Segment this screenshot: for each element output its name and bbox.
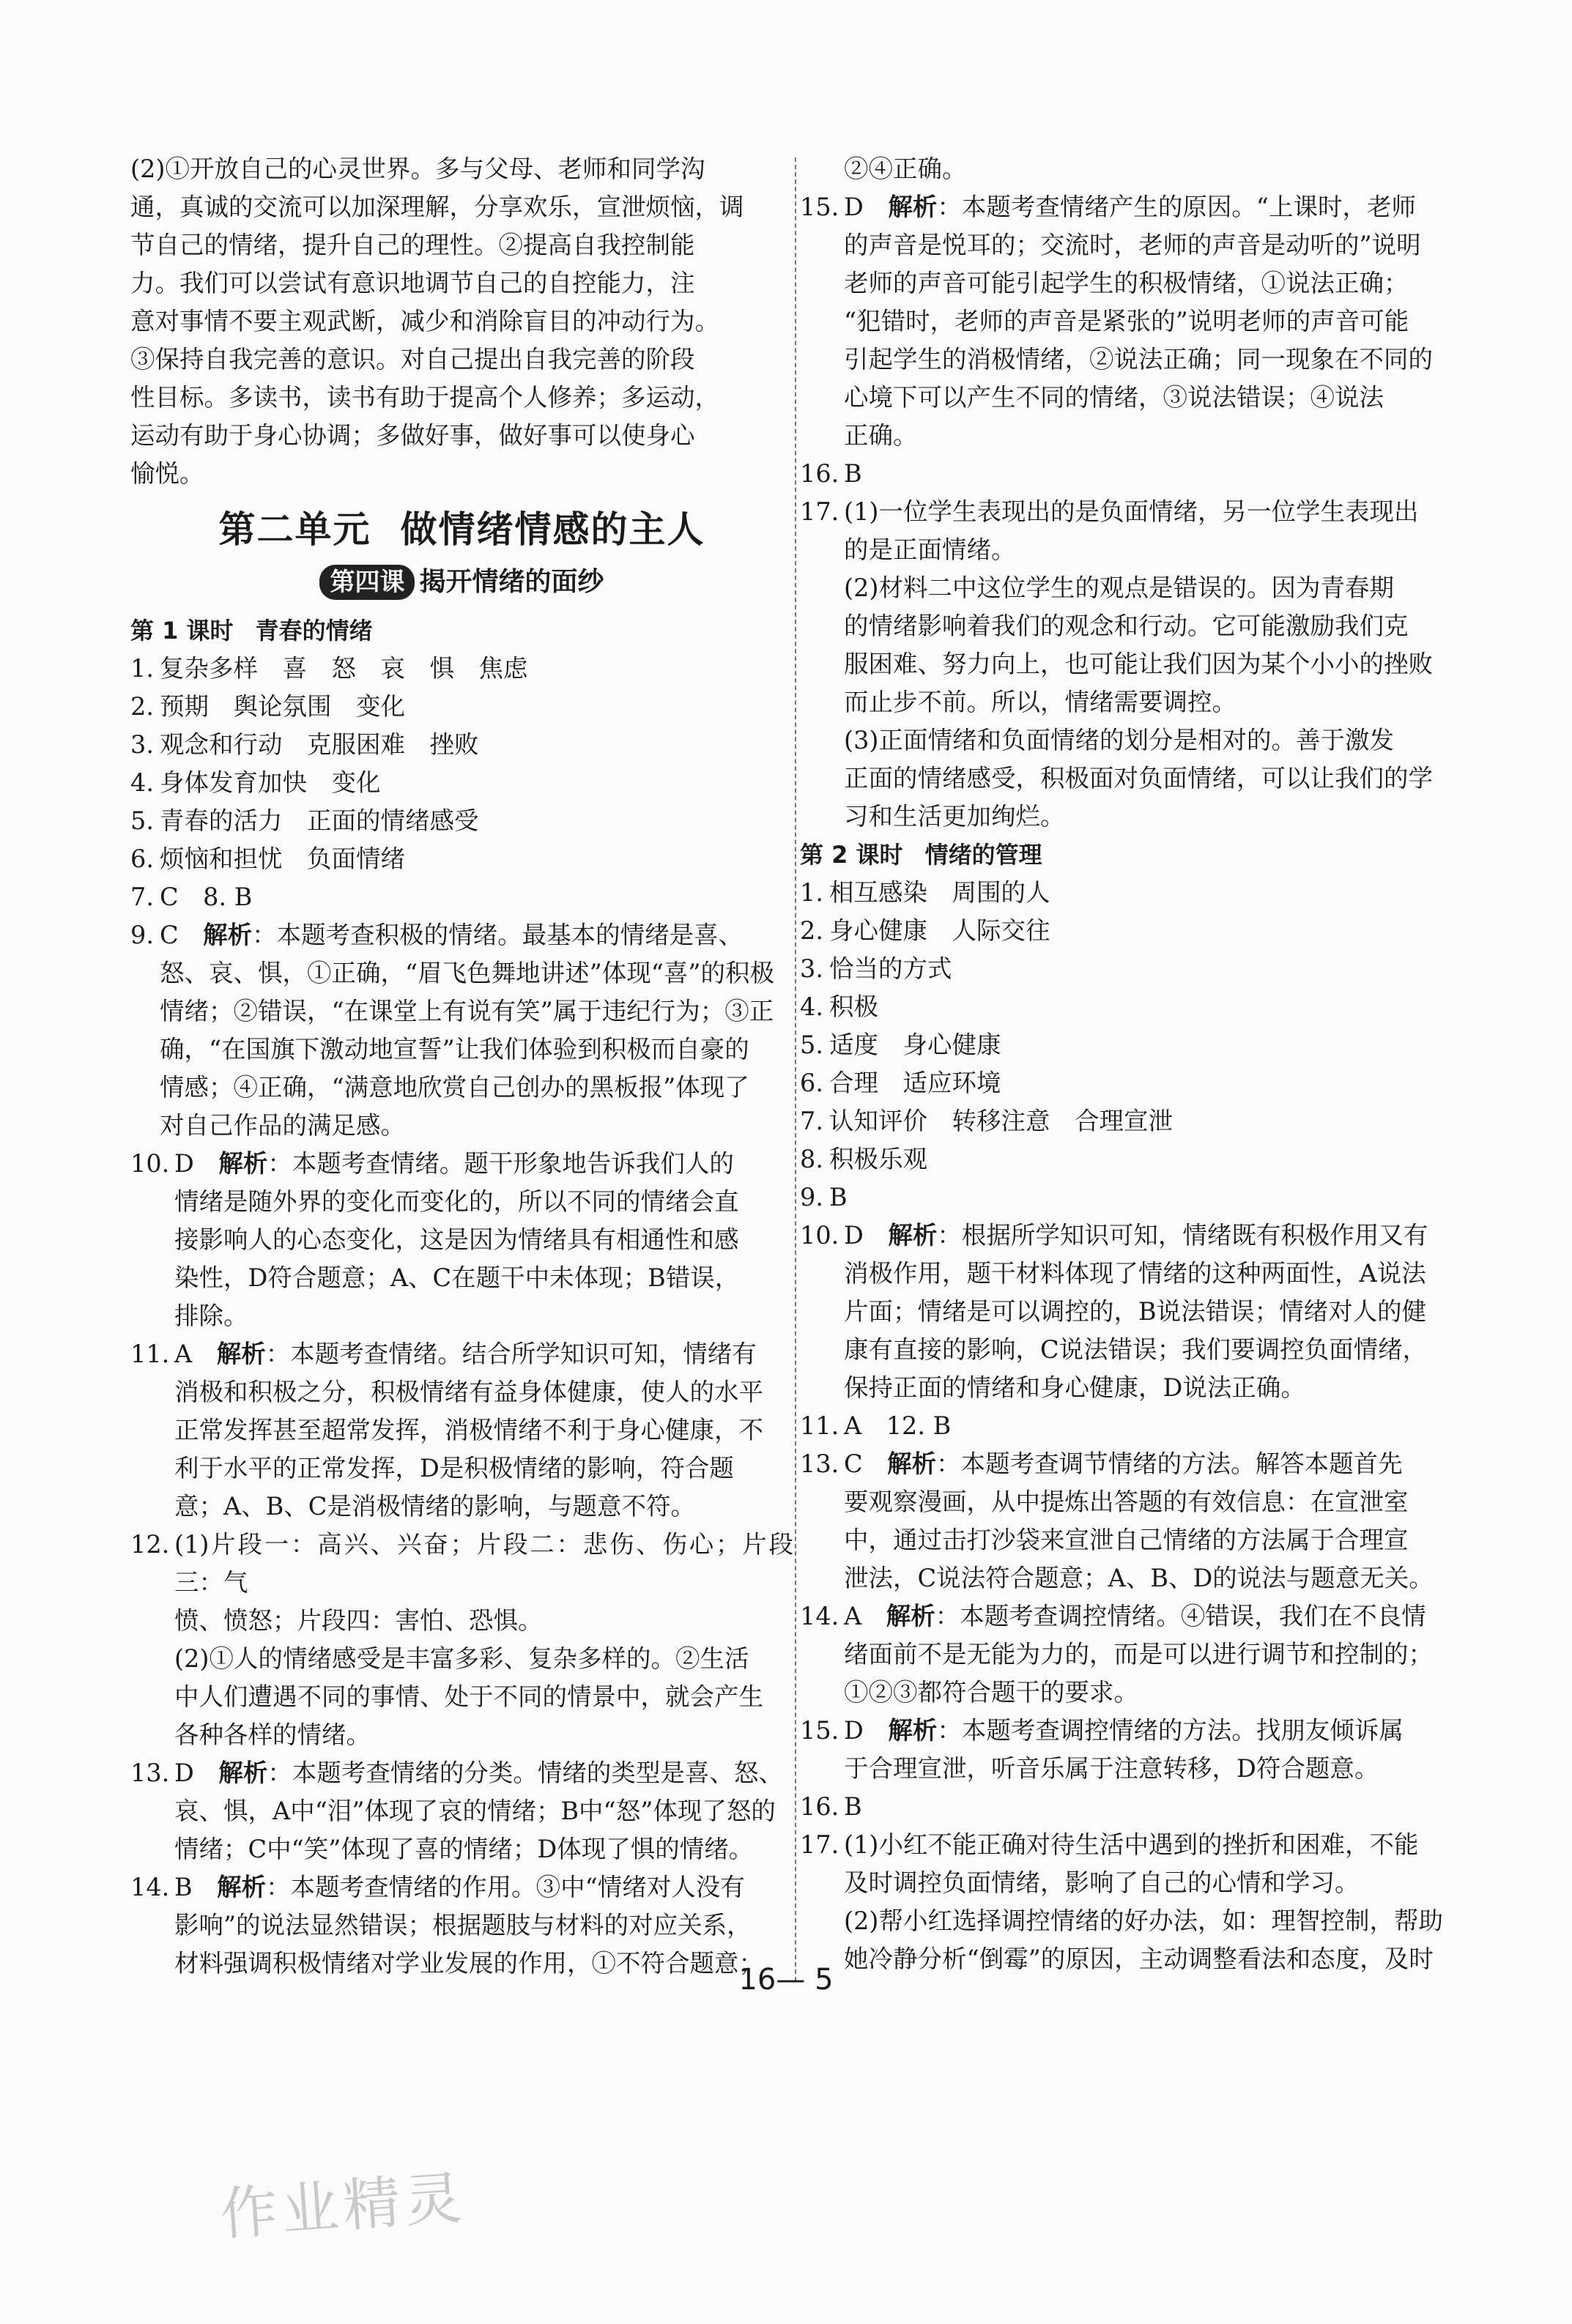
text-span: 2. — [800, 916, 823, 945]
text-span: ：本题考查调控情绪的方法。找朋友倾诉属 — [937, 1716, 1404, 1745]
intro-paragraph — [130, 150, 793, 493]
text-line — [130, 1335, 793, 1373]
text-span: 消极和积极之分，积极情绪有益身体健康，使人的水平 — [174, 1378, 763, 1406]
answer-item — [130, 802, 793, 840]
text-span: 解析 — [217, 1873, 267, 1901]
text-line: 运动有助于身心协调；多做好事，做好事可以使身心 — [130, 421, 695, 450]
answer-item-11 — [130, 1335, 793, 1526]
section-number: 第 1 课时 — [130, 617, 234, 645]
text-span: 心境下可以产生不同的情绪，③说法错误；④说法 — [844, 383, 1384, 412]
text-line: 力。我们可以尝试有意识地调节自己的自控能力，注 — [130, 269, 695, 297]
text-line: 节自己的情绪，提升自己的理性。②提高自我控制能 — [130, 231, 695, 259]
text-span: 排除。 — [174, 1302, 248, 1330]
text-span: 康有直接的影响，C说法错误；我们要调控负面情绪， — [844, 1335, 1428, 1364]
text-span: 染性，D符合题意；A、C在题干中未体现；B错误， — [174, 1263, 740, 1292]
unit-name: 做情绪情感的主人 — [400, 508, 705, 551]
text-span: 9. — [130, 921, 154, 949]
answer-item — [800, 1102, 1475, 1140]
text-span: 积极 — [829, 992, 878, 1021]
text-span: 14. — [800, 1602, 839, 1630]
text-span: 意；A、B、C是消极情绪的影响，与题意不符。 — [174, 1492, 695, 1521]
text-span: (2)帮小红选择调控情绪的好办法，如：理智控制，帮助 — [844, 1907, 1443, 1935]
text-span: B — [174, 1873, 218, 1901]
answer-item — [130, 726, 793, 764]
section-title: 情绪的管理 — [924, 841, 1042, 869]
text-span: 16. — [800, 459, 839, 488]
text-span: 9. — [800, 1183, 823, 1211]
text-span: 6. — [130, 844, 154, 873]
text-span: 及时调控负面情绪，影响了自己的心情和学习。 — [844, 1868, 1360, 1897]
text-span: 相互感染 周围的人 — [829, 878, 1050, 907]
text-line — [800, 1217, 1475, 1255]
text-line: (2)①开放自己的心灵世界。多与父母、老师和同学沟 — [130, 155, 705, 183]
text-span: 保持正面的情绪和身心健康，D说法正确。 — [844, 1373, 1305, 1402]
text-span: 各种各样的情绪。 — [174, 1720, 371, 1749]
text-span: ：本题考查情绪的作用。③中“情绪对人没有 — [266, 1873, 745, 1901]
text-line — [800, 493, 1475, 531]
text-span: 1. — [130, 654, 154, 683]
text-span: 正常发挥甚至超常发挥，消极情绪不利于身心健康，不 — [174, 1416, 763, 1444]
text-line: 通，真诚的交流可以加深理解，分享欢乐，宣泄烦恼，调 — [130, 193, 744, 221]
text-span: ①②③都符合题干的要求。 — [844, 1678, 1138, 1707]
text-span: 情绪是随外界的变化而变化的，所以不同的情绪会直 — [174, 1187, 739, 1216]
text-span: 解析 — [218, 1149, 268, 1178]
text-span: ：根据所学知识可知，情绪既有积极作用又有 — [937, 1221, 1428, 1250]
answer-item-11b — [800, 1407, 1475, 1445]
text-span: 身心健康 人际交往 — [829, 916, 1050, 945]
text-span: 对自己作品的满足感。 — [160, 1111, 405, 1140]
text-span: 情感；④正确，“满意地欣赏自己创办的黑板报”体现了 — [160, 1073, 749, 1102]
text-span: ：本题考查情绪。题干形象地告诉我们人的 — [267, 1149, 734, 1178]
text-span: B — [844, 459, 862, 488]
answer-item — [800, 874, 1475, 912]
text-span: 中人们遭遇不同的事情、处于不同的情景中，就会产生 — [174, 1682, 763, 1711]
text-span: 7. — [800, 1107, 823, 1135]
answer-item-10 — [130, 1145, 793, 1335]
text-span: 4. — [130, 768, 154, 797]
answer-item-12 — [130, 1526, 793, 1754]
text-span: ：本题考查调控情绪。④错误，我们在不良情 — [935, 1602, 1426, 1630]
text-line — [800, 1597, 1475, 1636]
answer-item-17b — [800, 1826, 1475, 1978]
text-span: 利于水平的正常发挥，D是积极情绪的影响，符合题 — [174, 1454, 734, 1482]
section-title: 青春的情绪 — [255, 617, 373, 645]
answer-item — [800, 1178, 1475, 1217]
text-span: D — [174, 1149, 219, 1178]
text-span: (2)①人的情绪感受是丰富多彩、复杂多样的。②生活 — [174, 1644, 749, 1673]
text-span: 哀、惧，A中“泪”体现了哀的情绪；B中“怒”体现了怒的 — [174, 1797, 776, 1825]
text-span: 积极乐观 — [829, 1145, 927, 1173]
text-span: 解析 — [216, 1340, 266, 1368]
text-span: 5. — [130, 806, 154, 835]
answer-item-14b — [800, 1597, 1475, 1712]
answer-item-13 — [130, 1754, 793, 1868]
answer-item — [800, 950, 1475, 988]
text-span: 恰当的方式 — [829, 954, 952, 983]
text-span: 泄法，C说法符合题意；A、B、D的说法与题意无关。 — [844, 1564, 1434, 1592]
column-divider — [795, 157, 796, 1981]
watermark: 作业精灵 — [218, 2165, 469, 2249]
text-line: ③保持自我完善的意识。对自己提出自我完善的阶段 — [130, 345, 695, 374]
text-span: 绪面前不是无能为力的，而是可以进行调节和控制的； — [844, 1640, 1433, 1668]
text-span: 消极作用，题干材料体现了情绪的这种两面性，A说法 — [844, 1259, 1426, 1288]
text-span: 17. — [800, 1830, 839, 1859]
lesson-title: 揭开情绪的面纱 — [419, 567, 604, 597]
text-span: C 8. B — [160, 883, 253, 911]
text-span: 7. — [130, 883, 154, 911]
unit-title — [130, 500, 793, 559]
text-line — [800, 1445, 1475, 1483]
text-span: A — [844, 1602, 886, 1630]
text-span: 解析 — [886, 1602, 935, 1630]
answer-item — [800, 1026, 1475, 1064]
text-span: 适度 身心健康 — [829, 1031, 1001, 1059]
answer-item-16b — [800, 1788, 1475, 1826]
text-span: 的是正面情绪。 — [844, 535, 1016, 564]
answer-item-9 — [130, 916, 793, 1145]
text-span: 13. — [130, 1759, 170, 1787]
text-span: D — [844, 1221, 889, 1250]
answer-item — [800, 1064, 1475, 1102]
continued-text: ②④正确。 — [844, 155, 967, 183]
text-span: 12. — [130, 1530, 170, 1559]
text-span: 复杂多样 喜 怒 哀 惧 焦虑 — [160, 654, 528, 683]
text-line: 性目标。多读书，读书有助于提高个人修养；多运动， — [130, 383, 719, 412]
text-span: 解析 — [218, 1759, 268, 1787]
text-line — [800, 1826, 1475, 1864]
text-span: ：本题考查情绪。结合所学知识可知，情绪有 — [265, 1340, 757, 1368]
text-span: C — [844, 1449, 888, 1478]
text-span: D — [174, 1759, 219, 1787]
answer-item — [130, 840, 793, 878]
text-span: 情绪；②错误，“在课堂上有说有笑”属于违纪行为；③正 — [160, 997, 774, 1025]
section-number: 第 2 课时 — [800, 841, 903, 869]
text-line — [130, 916, 793, 954]
text-span: 正面的情绪感受，积极面对负面情绪，可以让我们的学 — [844, 764, 1433, 792]
text-span: 的声音是悦耳的；交流时，老师的声音是动听的”说明 — [844, 231, 1421, 259]
text-span: 6. — [800, 1069, 823, 1097]
answer-item — [130, 878, 793, 916]
text-span: 习和生活更加绚烂。 — [844, 802, 1065, 831]
text-span: A 12. B — [844, 1411, 952, 1440]
text-span: 解析 — [203, 921, 253, 949]
text-span: 3. — [800, 954, 823, 983]
text-span: 14. — [130, 1873, 170, 1901]
answer-item-17 — [800, 493, 1475, 836]
text-span: 15. — [800, 193, 839, 221]
text-span: 10. — [800, 1221, 839, 1250]
section-heading — [130, 612, 793, 650]
text-span: 解析 — [887, 1449, 937, 1478]
text-span: 认知评价 转移注意 合理宣泄 — [829, 1107, 1173, 1135]
right-column — [800, 150, 1475, 1978]
answer-item-15b — [800, 1712, 1475, 1788]
text-span: 于合理宣泄，听音乐属于注意转移，D符合题意。 — [844, 1754, 1379, 1783]
lesson-heading — [130, 563, 793, 601]
text-span: 11. — [800, 1411, 839, 1440]
left-column — [130, 150, 793, 1983]
text-span: 4. — [800, 992, 823, 1021]
text-span: 怒、哀、惧，①正确，“眉飞色舞地讲述”体现“喜”的积极 — [160, 959, 775, 987]
text-span: 11. — [130, 1340, 170, 1368]
text-line — [800, 1712, 1475, 1750]
text-span: 观念和行动 克服困难 挫败 — [160, 730, 479, 759]
text-span: B — [829, 1183, 848, 1211]
text-span: D — [844, 193, 889, 221]
text-span: ：本题考查调节情绪的方法。解答本题首先 — [936, 1449, 1403, 1478]
text-span: 身体发育加快 变化 — [160, 768, 381, 797]
text-span: ：本题考查情绪的分类。情绪的类型是喜、怒、 — [267, 1759, 783, 1787]
text-span: 解析 — [888, 193, 938, 221]
text-span: 解析 — [888, 1221, 938, 1250]
text-span: ：本题考查积极的情绪。最基本的情绪是喜、 — [252, 921, 744, 949]
text-span: 3. — [130, 730, 154, 759]
answer-item — [800, 1140, 1475, 1178]
text-span: 16. — [800, 1792, 839, 1821]
text-span: B — [844, 1792, 862, 1821]
text-span: 片面；情绪是可以调控的，B说法错误；情绪对人的健 — [844, 1297, 1427, 1326]
answer-item-15 — [800, 188, 1475, 455]
text-span: 合理 适应环境 — [829, 1069, 1001, 1097]
text-span: 愤、愤怒；片段四：害怕、恐惧。 — [174, 1606, 543, 1635]
text-span: 2. — [130, 692, 154, 721]
text-span: 接影响人的心态变化，这是因为情绪具有相通性和感 — [174, 1225, 739, 1254]
text-span: 服困难、努力向上，也可能让我们因为某个小小的挫败 — [844, 650, 1433, 678]
text-span: 5. — [800, 1031, 823, 1059]
text-line: 愉悦。 — [130, 459, 204, 488]
text-span: 解析 — [888, 1716, 938, 1745]
text-span: (1)小红不能正确对待生活中遇到的挫折和困难，不能 — [844, 1830, 1419, 1859]
text-span: 要观察漫画，从中提炼出答题的有效信息：在宣泄室 — [844, 1488, 1409, 1516]
answer-item-16 — [800, 455, 1475, 493]
text-span: D — [844, 1716, 889, 1745]
text-span: (1)一位学生表现出的是负面情绪，另一位学生表现出 — [844, 497, 1419, 526]
text-span: (3)正面情绪和负面情绪的划分是相对的。善于激发 — [844, 726, 1394, 754]
text-span: 的情绪影响着我们的观念和行动。它可能激励我们克 — [844, 612, 1409, 640]
page-number: 16— 5 — [738, 1963, 834, 1997]
text-span: 青春的活力 正面的情绪感受 — [160, 806, 479, 835]
text-span: C — [160, 921, 204, 949]
text-span: 17. — [800, 497, 839, 526]
text-span: 引起学生的消极情绪，②说法正确；同一现象在不同的 — [844, 345, 1433, 374]
answer-item — [800, 988, 1475, 1026]
answer-item — [800, 912, 1475, 950]
text-span: (2)材料二中这位学生的观点是错误的。因为青春期 — [844, 573, 1394, 602]
answer-item-10b — [800, 1217, 1475, 1407]
text-line: 意对事情不要主观武断，减少和消除盲目的冲动行为。 — [130, 307, 719, 335]
text-span: 老师的声音可能引起学生的积极情绪，①说法正确； — [844, 269, 1409, 297]
lesson-tag: 第四课 — [319, 565, 415, 600]
text-span: 而止步不前。所以，情绪需要调控。 — [844, 688, 1237, 716]
answer-item — [130, 688, 793, 726]
text-span: A — [174, 1340, 217, 1368]
text-span: (1)片段一：高兴、兴奋；片段二：悲伤、伤心；片段三：气 — [174, 1530, 793, 1597]
text-span: 15. — [800, 1716, 839, 1745]
text-span: 8. — [800, 1145, 823, 1173]
text-span: 她冷静分析“倒霉”的原因，主动调整看法和态度，及时 — [844, 1945, 1434, 1973]
text-span: ：本题考查情绪产生的原因。“上课时，老师 — [937, 193, 1416, 221]
unit-number: 第二单元 — [218, 508, 371, 551]
text-span: 正确。 — [844, 421, 918, 450]
text-span: 1. — [800, 878, 823, 907]
section-heading — [800, 836, 1475, 874]
text-span: “犯错时，老师的声音是紧张的”说明老师的声音可能 — [844, 307, 1409, 335]
text-span: 13. — [800, 1449, 839, 1478]
text-line — [130, 1868, 793, 1907]
text-span: 情绪；C中“笑”体现了喜的情绪；D体现了惧的情绪。 — [174, 1835, 754, 1863]
text-span: 10. — [130, 1149, 170, 1178]
text-span: 材料强调积极情绪对学业发展的作用，①不符合题意； — [174, 1949, 763, 1978]
text-span: 预期 舆论氛围 变化 — [160, 692, 405, 721]
text-line — [130, 1145, 793, 1183]
text-span: 影响”的说法显然错误；根据题肢与材料的对应关系， — [174, 1911, 752, 1939]
text-line — [130, 1754, 793, 1792]
answer-item — [130, 650, 793, 688]
text-span: 确，“在国旗下激动地宣誓”让我们体验到积极而自豪的 — [160, 1035, 749, 1063]
text-line — [800, 188, 1475, 226]
answer-item — [130, 764, 793, 802]
text-span: 烦恼和担忧 负面情绪 — [160, 844, 405, 873]
text-line — [130, 1526, 793, 1602]
text-span: 中，通过击打沙袋来宣泄自己情绪的方法属于合理宣 — [844, 1526, 1409, 1554]
answer-item-13b — [800, 1445, 1475, 1597]
